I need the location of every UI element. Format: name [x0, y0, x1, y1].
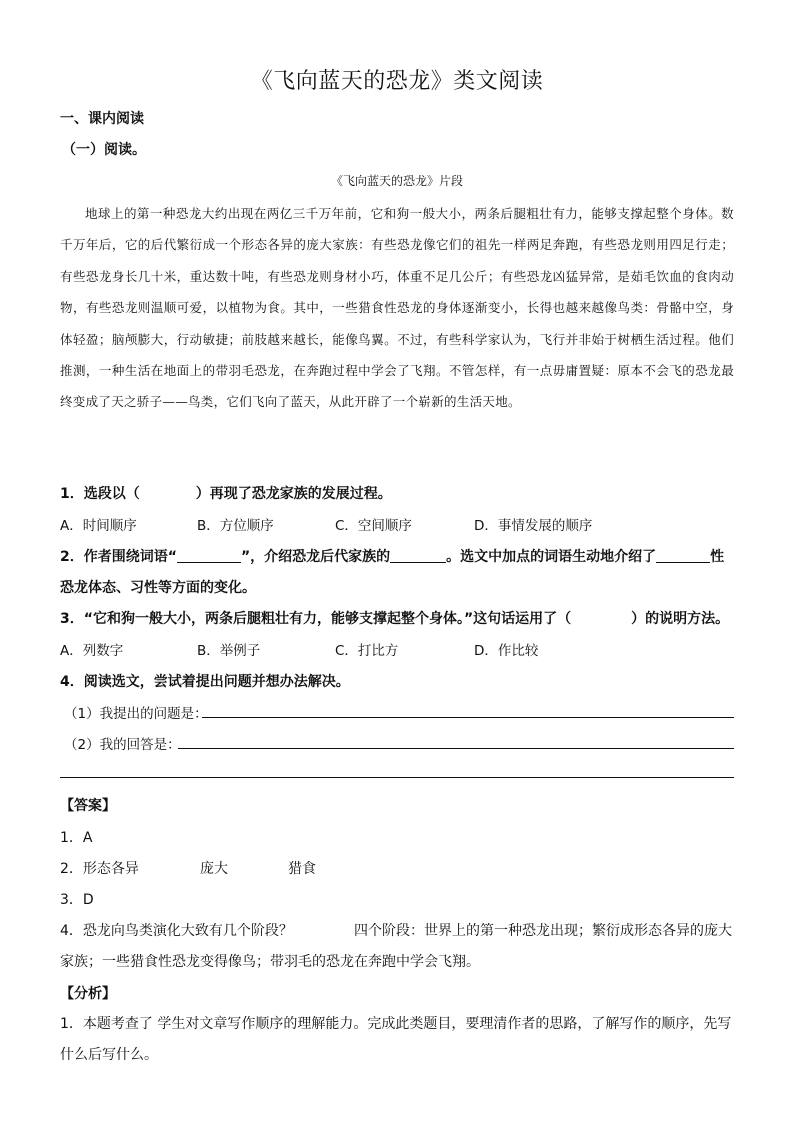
- option-a[interactable]: A．时间顺序: [60, 518, 137, 534]
- answer-4-line1: [60, 920, 732, 940]
- question-4-sub1: （1）我提出的问题是：: [64, 706, 208, 722]
- answer-3: 3．D: [60, 892, 94, 908]
- question-2-part4: 性: [710, 549, 725, 565]
- page-title: 《飞向蓝天的恐龙》类文阅读: [250, 69, 544, 94]
- question-3-options: [60, 639, 538, 659]
- answer-2: [60, 858, 316, 878]
- question-1-options: [60, 514, 592, 534]
- passage-text: 地球上的第一种恐龙大约出现在两亿三千万年前，它和狗一般大小，两条后腿粗壮有力，能够支撑起整个身体。数千万年后，它的后代繁衍成一个形态各异的庞大家族：有些恐龙像它们的祖先一样两足奔跑，有些恐龙则用四足行走；有些恐龙身长几十米，重达数十吨，有些恐龙则身材小巧，体重不足几公斤；有些恐龙凶猛异常，是茹毛饮血的食肉动物，有些恐龙则温顺可爱，以植物为食。其中，一些猎食性恐龙的身体逐渐变小，长得也越来越像鸟类：骨骼中空，身体轻盈；脑颅膨大，行动敏捷；前肢越来越长，能像鸟翼。不过，有些科学家认为，飞行并非始于树栖生活过程。他们推测，一种生活在地面上的带羽毛恐龙，在奔跑过程中学会了飞翔。不管怎样，有一点毋庸置疑：原本不会飞的恐龙最终变成了天之骄子——鸟类，它们飞向了蓝天，从此开辟了一个崭新的生活天地。: [60, 206, 734, 410]
- question-3-pre: 3．“它和狗一般大小，两条后腿粗壮有力，能够支撑起整个身体。”这句话运用了（: [60, 611, 572, 627]
- answer-header: 【答案】: [60, 798, 116, 814]
- option-b[interactable]: B．方位顺序: [197, 518, 274, 534]
- answer-1: 1．A: [60, 830, 93, 846]
- question-2: [60, 546, 724, 566]
- fill-blank-1[interactable]: [177, 548, 241, 563]
- question-2-part2: ”，介绍恐龙后代家族的: [240, 549, 391, 565]
- fill-blank-2[interactable]: [390, 548, 446, 563]
- answer-2-b: 庞大: [200, 861, 228, 877]
- question-3: [60, 608, 729, 628]
- option-a[interactable]: A．列数字: [60, 643, 124, 659]
- analysis-header: 【分析】: [60, 986, 116, 1002]
- option-c[interactable]: C．空间顺序: [335, 518, 412, 534]
- question-2-line2: 恐龙体态、习性等方面的变化。: [60, 580, 256, 596]
- question-1-pre: 1．选段以（: [60, 486, 140, 502]
- answer-4-question: 4．恐龙向鸟类演化大致有几个阶段？: [60, 923, 293, 939]
- question-3-post: ）的说明方法。: [631, 611, 730, 627]
- question-1-post: ）再现了恐龙家族的发展过程。: [195, 486, 392, 502]
- option-d[interactable]: D．作比较: [474, 643, 539, 659]
- answer-2-c: 猎食: [288, 861, 316, 877]
- question-4: 4．阅读选文，尝试着提出问题并想办法解决。: [60, 674, 350, 690]
- question-2-part1: 2．作者围绕词语“: [60, 549, 177, 565]
- fill-blank-3[interactable]: [656, 548, 710, 563]
- answer-2-a: 2．形态各异: [60, 861, 139, 877]
- question-1: [60, 483, 392, 503]
- divider: [60, 777, 734, 778]
- answer-4-line2: 家族；一些猎食性恐龙变得像鸟；带羽毛的恐龙在奔跑中学会飞翔。: [60, 954, 480, 970]
- answer-line-1[interactable]: [202, 717, 734, 718]
- question-2-part3: 。选文中加点的词语生动地介绍了: [446, 549, 657, 565]
- option-b[interactable]: B．举例子: [197, 643, 261, 659]
- analysis-text: 1．本题考查了 学生对文章写作顺序的理解能力。完成此类题目，要理清作者的思路，了解写作的顺序，先写什么后写什么。: [60, 1016, 732, 1063]
- section-heading: 一、课内阅读: [60, 111, 144, 127]
- option-d[interactable]: D．事情发展的顺序: [474, 518, 593, 534]
- answer-4-answer: 四个阶段：世界上的第一种恐龙出现；繁衍成形态各异的庞大: [354, 923, 732, 939]
- passage-title: 《飞向蓝天的恐龙》片段: [330, 174, 463, 188]
- question-4-sub2: （2）我的回答是：: [64, 737, 181, 753]
- subsection-heading: （一）阅读。: [62, 142, 146, 158]
- option-c[interactable]: C．打比方: [335, 643, 399, 659]
- answer-line-2[interactable]: [178, 748, 734, 749]
